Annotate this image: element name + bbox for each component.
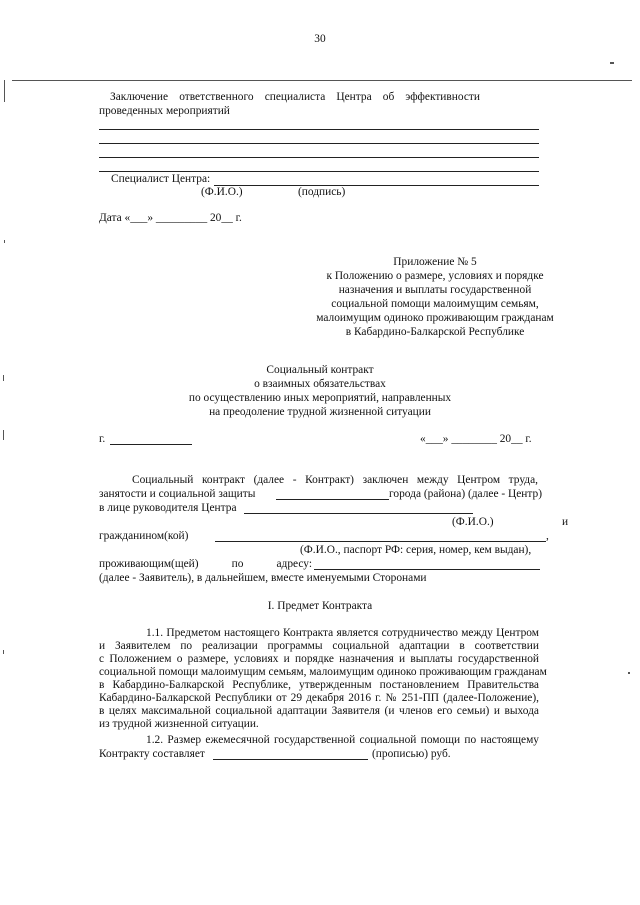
binding-mark <box>628 672 630 674</box>
contract-title-line: по осуществлению иных мероприятий, направленных <box>188 392 452 404</box>
contract-title-line: на преодоление трудной жизненной ситуации <box>209 406 431 418</box>
date-line: Дата «___» _________ 20__ г. <box>99 212 242 224</box>
conclusion-blank-line <box>99 129 539 130</box>
binding-mark <box>3 430 4 440</box>
p1-2-line1: 1.2. Размер ежемесячной государственной социальной помощи по настоящему <box>146 734 539 746</box>
address-label: проживающим(щей) по адресу: <box>99 558 312 570</box>
binding-mark <box>3 375 4 381</box>
specialist-blank-line <box>214 185 539 186</box>
intro-line2-left: занятости и социальной защиты <box>99 488 256 500</box>
intro-line1: Социальный контракт (далее - Контракт) заключен между Центром труда, <box>132 474 538 486</box>
binding-mark <box>3 650 4 654</box>
city-prefix: г. <box>99 433 106 445</box>
appendix-line: в Кабардино-Балкарской Республике <box>345 326 525 338</box>
header-rule <box>12 80 632 81</box>
specialist-label: Специалист Центра: <box>111 173 211 185</box>
conclusion-blank-line <box>99 171 539 172</box>
p1-1-line: 1.1. Предметом настоящего Контракта является сотрудничество между Центром <box>146 627 539 639</box>
p1-1-line: в Кабардино-Балкарской Республике, утвержденным постановлением Правительства <box>99 679 539 691</box>
intro-line2-right: города (района) (далее - Центр) <box>389 488 542 500</box>
p1-2-line2-left: Контракту составляет <box>99 748 205 760</box>
amount-blank-line <box>213 759 368 760</box>
citizen-blank-line <box>215 541 546 542</box>
intro-final-line: (далее - Заявитель), в дальнейшем, вместе именуемыми Сторонами <box>99 572 427 584</box>
director-fio-caption: (Ф.И.О.) <box>452 516 494 528</box>
appendix-line: социальной помощи малоимущим семьям, <box>331 298 539 310</box>
citizen-caption: (Ф.И.О., паспорт РФ: серия, номер, кем выдан), <box>300 544 532 556</box>
address-blank-line <box>314 569 540 570</box>
contract-title: Социальный контракт <box>266 364 374 376</box>
and-word: и <box>562 516 569 528</box>
intro-line3: в лице руководителя Центра <box>99 502 237 514</box>
appendix-title: Приложение № 5 <box>393 256 477 268</box>
p1-1-line: из трудной жизненной ситуации. <box>99 718 259 730</box>
binding-mark <box>4 80 5 102</box>
page-number: 30 <box>314 33 326 45</box>
p1-1-line: и Заявителем по реализации программы социальной адаптации в соответствии <box>99 640 539 652</box>
appendix-line: назначения и выплаты государственной <box>338 284 532 296</box>
intro-blank-line <box>276 499 389 500</box>
scan-speck <box>610 62 614 64</box>
p1-1-line: с Положением о размере, условиях и порядке назначения и выплаты государственной <box>99 653 539 665</box>
p1-1-line: социальной помощи малоимущим семьям, малоимущим одиноко проживающим гражданам <box>99 666 547 678</box>
fio-caption: (Ф.И.О.) <box>201 186 243 198</box>
city-blank-line <box>110 444 192 445</box>
conclusion-text-line2: проведенных мероприятий <box>99 105 230 117</box>
p1-1-line: в целях максимальной социальной адаптации Заявителя (и членов его семьи) и выхода <box>99 705 539 717</box>
citizen-label: гражданином(кой) <box>99 530 189 542</box>
citizen-comma: , <box>546 530 549 542</box>
appendix-line: малоимущим одиноко проживающим гражданам <box>316 312 554 324</box>
appendix-line: к Положению о размере, условиях и порядке <box>326 270 544 282</box>
conclusion-text-line1: Заключение ответственного специалиста Центра об эффективности <box>110 91 480 103</box>
binding-mark <box>4 240 5 243</box>
p1-2-line2-right: (прописью) руб. <box>372 748 451 760</box>
contract-title-line: о взаимных обязательствах <box>254 378 386 390</box>
conclusion-blank-line <box>99 143 539 144</box>
signature-caption: (подпись) <box>298 186 346 198</box>
section1-title: I. Предмет Контракта <box>267 600 373 612</box>
director-blank-line <box>244 513 473 514</box>
contract-date: «___» ________ 20__ г. <box>420 433 532 445</box>
conclusion-blank-line <box>99 157 539 158</box>
p1-1-line: Кабардино-Балкарской Республики от 29 декабря 2016 г. № 251-ПП (далее-Положение), <box>99 692 539 704</box>
